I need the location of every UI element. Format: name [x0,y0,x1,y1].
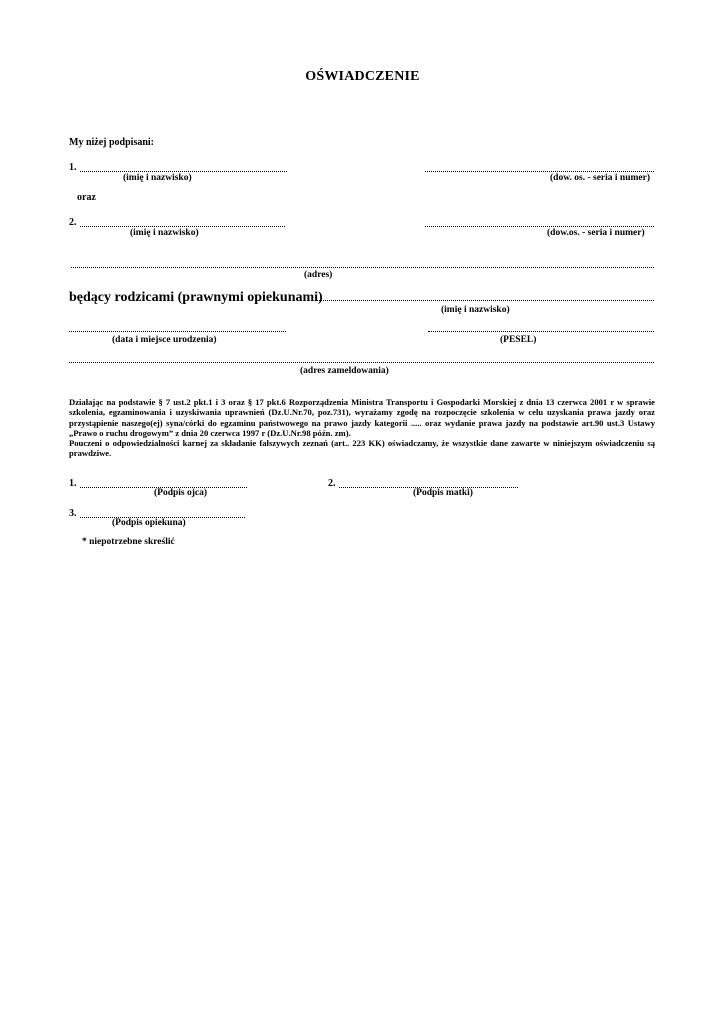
parent1-id-field[interactable] [425,171,654,172]
address-caption: (adres) [304,270,333,280]
legal-declaration-text: Pouczeni o odpowiedzialności karnej za składanie fałszywych zeznań (art.. 223 KK) oświadczamy, że wszystkie dane zawarte w niniejszym oświadczeniu są prawdziwe. [69,438,655,459]
legal-consent-text: Działając na podstawie § 7 ust.2 pkt.1 i 3 oraz § 17 pkt.6 Rozporządzenia Ministra Transportu i Gospodarki Morskiej z dnia 13 czerwca 2001 r w sprawie szkolenia, egzaminowania i uzyskiwania uprawnień (Dz.U.Nr.70, poz.731), wyrażamy zgodę na rozpoczęcie szkolenia w celu uzyskania prawa jazdy oraz przystąpienie naszego(ej) syna/córki do egzaminu państwowego na prawo jazdy kategorii ..... oraz wydanie prawa jazdy na podstawie art.90 ust.3 Ustawy „Prawo o ruchu drogowym” z dnia 20 czerwca 1997 r (Dz.U.Nr.98 późn. zm). [69,397,655,438]
parent1-name-field[interactable] [80,171,287,172]
birth-field[interactable] [69,331,286,332]
parent1-id-caption: (dow. os. - seria i numer) [550,173,651,183]
father-signature-caption: (Podpis ojca) [154,488,208,498]
parents-label: będący rodzicami (prawnymi opiekunami) [69,290,323,305]
row2-number: 2. [69,217,77,228]
parent2-id-field[interactable] [425,226,654,227]
child-name-caption: (imię i nazwisko) [441,305,510,315]
child-name-field[interactable] [316,300,654,301]
address-field[interactable] [71,267,654,268]
mother-signature-number: 2. [328,478,336,489]
father-signature-number: 1. [69,478,77,489]
guardian-signature-caption: (Podpis opiekuna) [112,518,186,528]
document-title: OŚWIADCZENIE [305,69,420,84]
parent2-name-field[interactable] [80,226,285,227]
intro-text: My niżej podpisani: [69,137,155,148]
birth-caption: (data i miejsce urodzenia) [112,335,217,345]
pesel-caption: (PESEL) [500,335,537,345]
row1-number: 1. [69,162,77,173]
legal-paragraph [69,397,655,459]
parent2-name-caption: (imię i nazwisko) [130,228,199,238]
oraz-text: oraz [77,192,96,203]
parent2-id-caption: (dow.os. - seria i numer) [547,228,645,238]
parent1-name-caption: (imię i nazwisko) [123,173,192,183]
pesel-field[interactable] [428,331,654,332]
registered-address-caption: (adres zameldowania) [300,366,389,376]
mother-signature-caption: (Podpis matki) [413,488,473,498]
registered-address-field[interactable] [69,362,654,363]
guardian-signature-number: 3. [69,508,77,519]
footnote-text: * niepotrzebne skreślić [82,537,175,547]
